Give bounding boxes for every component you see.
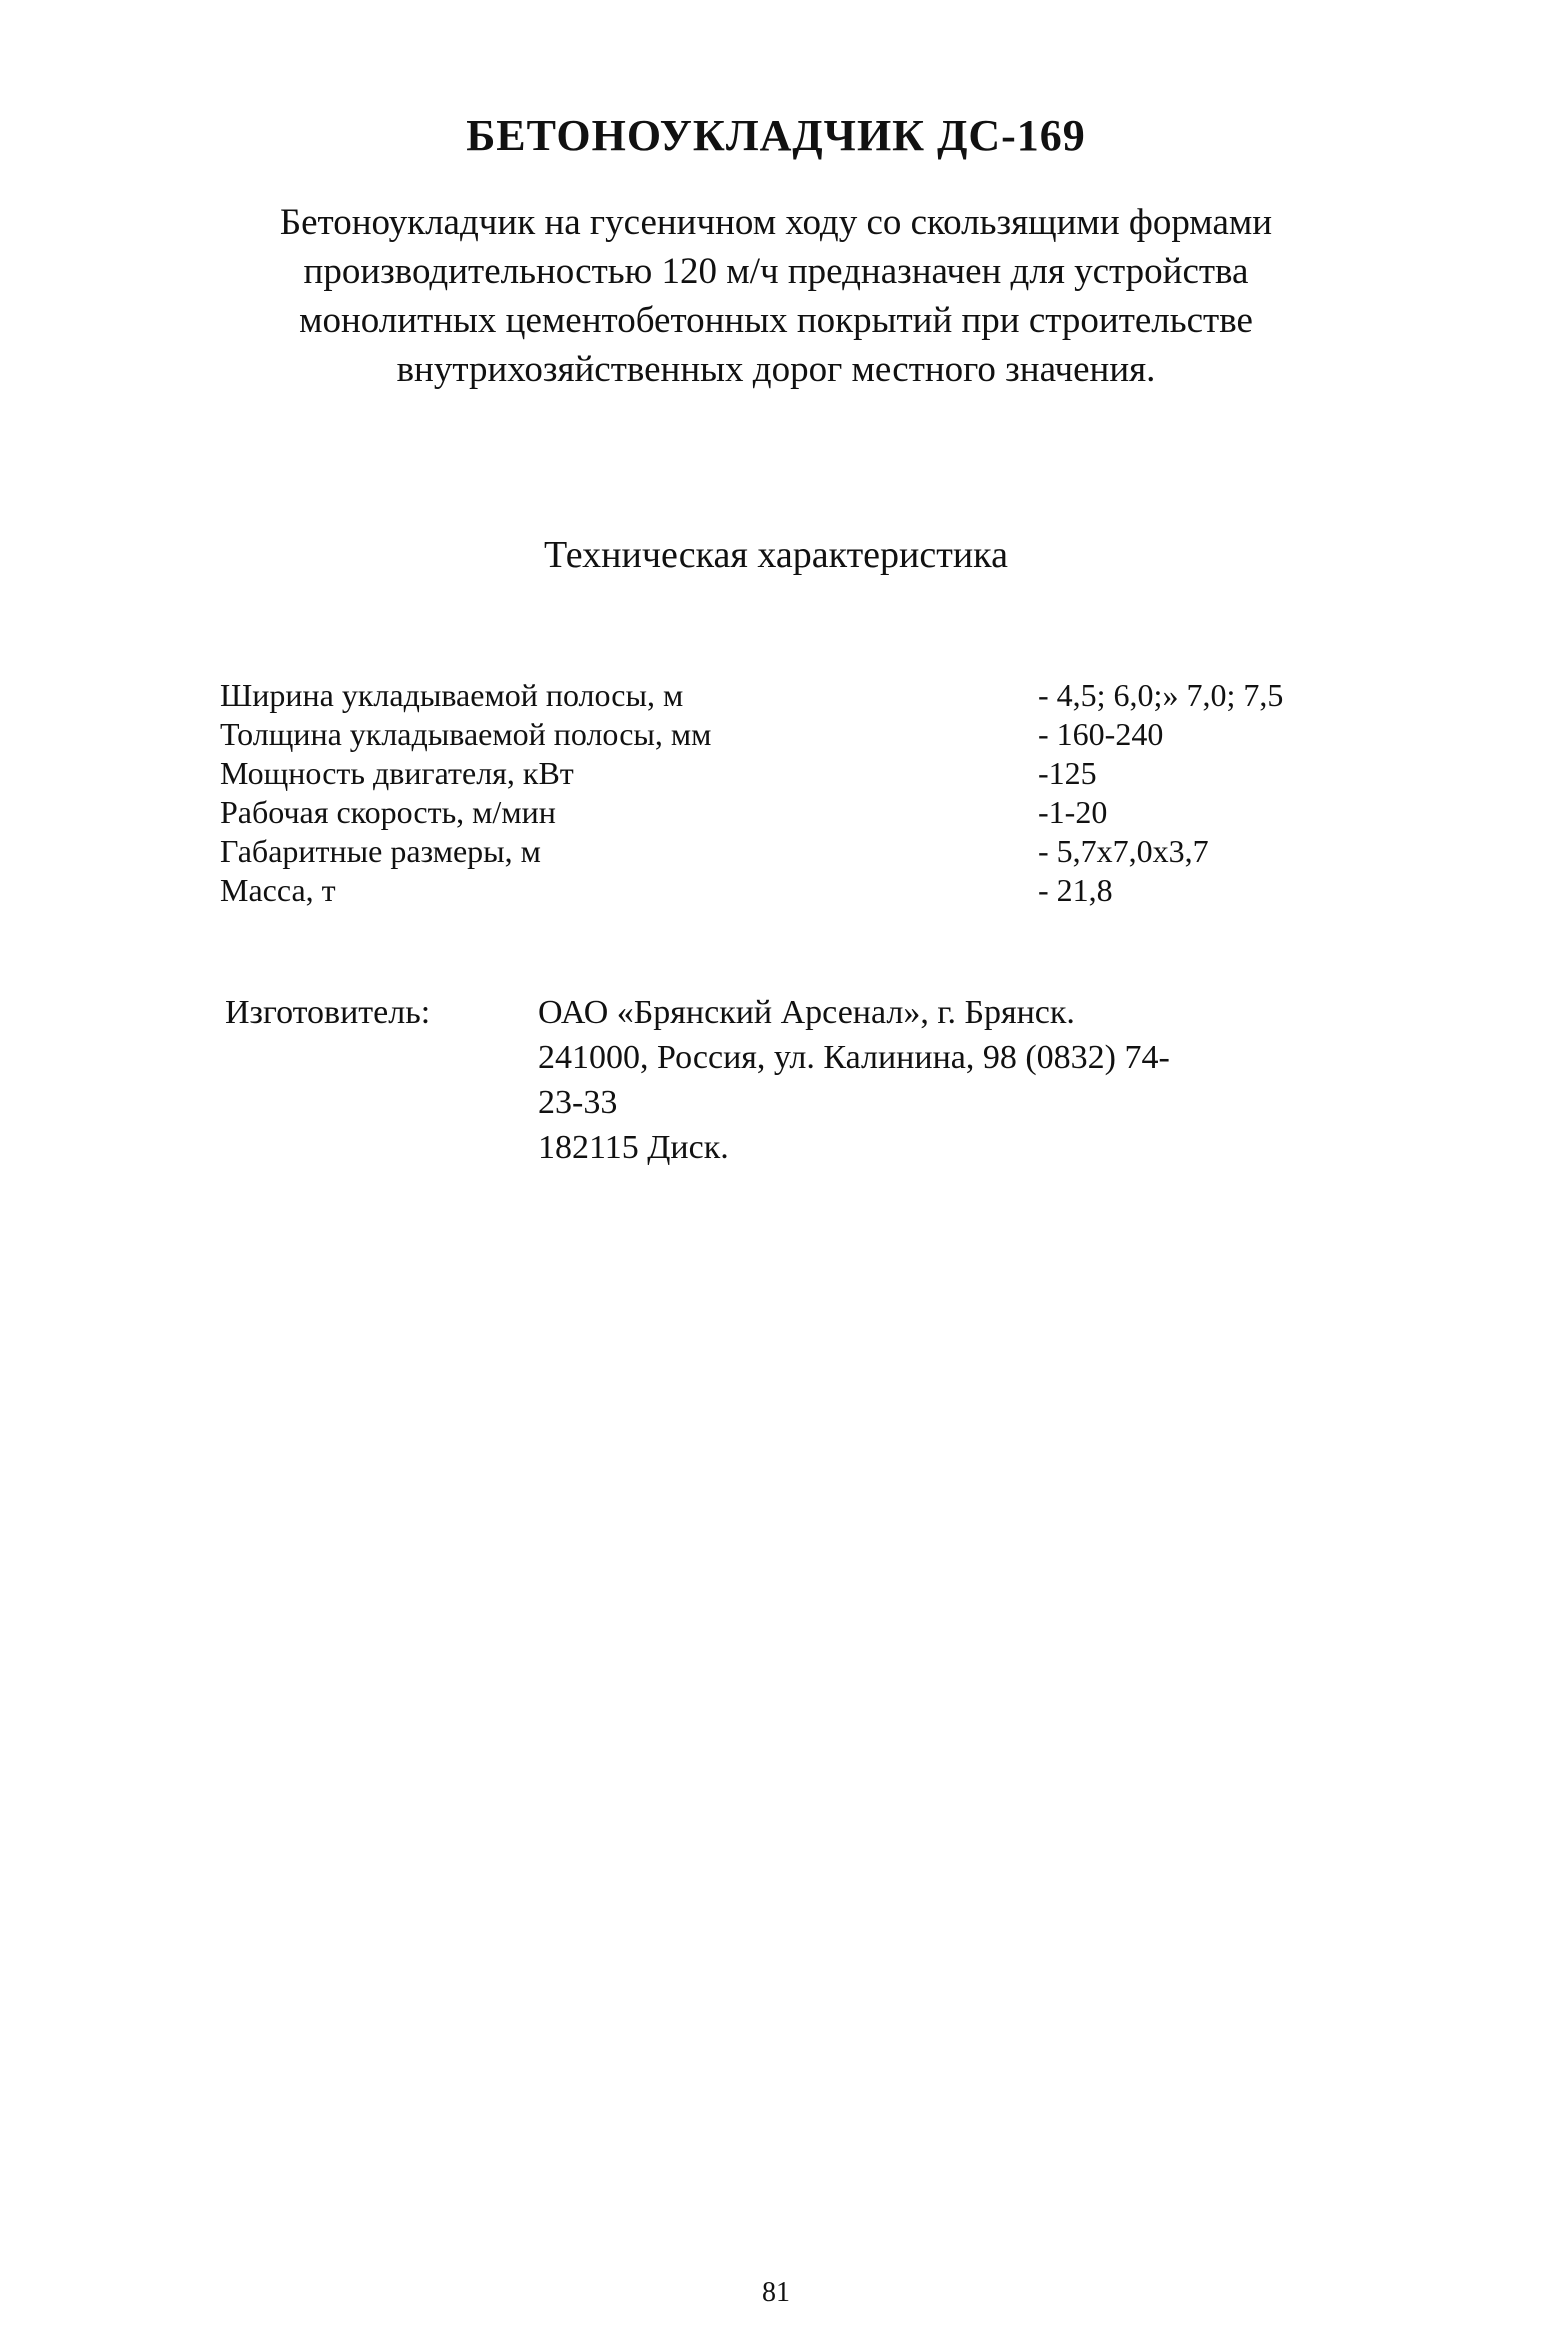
spec-value: - 5,7x7,0x3,7 bbox=[1038, 833, 1209, 869]
spec-row bbox=[220, 715, 1370, 754]
intro-line: Бетоноукладчик на гусеничном ходу со скользящими формами bbox=[279, 202, 1273, 243]
manufacturer-line: 182115 Диск. bbox=[538, 1129, 729, 1166]
spec-row bbox=[220, 754, 1370, 793]
intro-line: монолитных цементобетонных покрытий при строительстве bbox=[299, 300, 1253, 341]
spec-name: Масса, т bbox=[220, 872, 336, 908]
spec-value: -125 bbox=[1038, 755, 1097, 791]
spec-value: -1-20 bbox=[1038, 794, 1108, 830]
page-number: 81 bbox=[762, 2277, 790, 2308]
manufacturer-line: 241000, Россия, ул. Калинина, 98 (0832) 74- bbox=[538, 1039, 1170, 1076]
specs-table bbox=[220, 676, 1370, 910]
spec-name: Мощность двигателя, кВт bbox=[220, 755, 574, 791]
document-title: БЕТОНОУКЛАДЧИК ДС-169 bbox=[466, 111, 1086, 160]
spec-row bbox=[220, 871, 1370, 910]
manufacturer-line: 23-33 bbox=[538, 1084, 618, 1121]
spec-value: - 21,8 bbox=[1038, 872, 1113, 908]
intro-paragraph bbox=[0, 198, 1552, 394]
spec-value: - 4,5; 6,0;» 7,0; 7,5 bbox=[1038, 677, 1284, 713]
manufacturer-info bbox=[538, 990, 1238, 1170]
spec-value: - 160-240 bbox=[1038, 716, 1164, 752]
intro-line: производительностью 120 м/ч предназначен для устройства bbox=[303, 251, 1249, 292]
spec-name: Габаритные размеры, м bbox=[220, 833, 541, 869]
spec-row bbox=[220, 832, 1370, 871]
manufacturer-line: ОАО «Брянский Арсенал», г. Брянск. bbox=[538, 994, 1075, 1031]
spec-row bbox=[220, 793, 1370, 832]
spec-name: Толщина укладываемой полосы, мм bbox=[220, 716, 712, 752]
spec-name: Ширина укладываемой полосы, м bbox=[220, 677, 684, 713]
manufacturer-label: Изготовитель: bbox=[225, 994, 431, 1031]
spec-row bbox=[220, 676, 1370, 715]
specs-heading: Техническая характеристика bbox=[544, 534, 1008, 576]
spec-name: Рабочая скорость, м/мин bbox=[220, 794, 556, 830]
intro-line: внутрихозяйственных дорог местного значения. bbox=[396, 349, 1156, 390]
